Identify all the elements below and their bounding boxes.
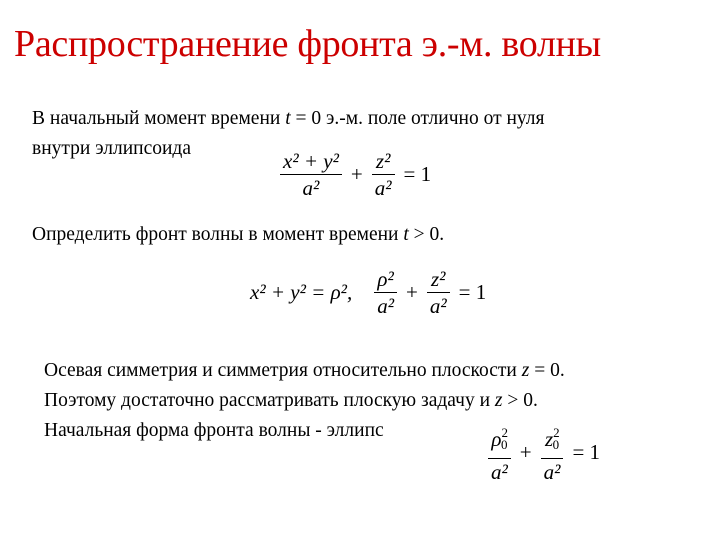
fraction-rho0-over-a2: $\frac{\rho^2_0}{\text{a²}}$ bbox=[488, 420, 511, 485]
task-paragraph: Определить фронт волны в момент времени t > 0. bbox=[32, 224, 445, 245]
intro-line-2: внутри эллипсоида bbox=[32, 138, 191, 159]
fraction-z-over-a2: $\frac{\text{z²}}{\text{a²}}$ bbox=[372, 148, 395, 201]
symmetry-line-2: Поэтому достаточно рассматривать плоскую задачу и z > 0. bbox=[44, 390, 538, 411]
fraction-z-over-a2-2: $\frac{\text{z²}}{\text{a²}}$ bbox=[427, 266, 450, 319]
fraction-rho-over-a2: $\frac{\text{ρ²}}{\text{a²}}$ bbox=[374, 266, 397, 319]
initial-ellipse-equation: $\frac{\rho^2_0}{\text{a²}}$ + $\frac{z^2_0}{\text{a²}}$ = 1 bbox=[484, 420, 605, 485]
ellipsoid-equation: $\frac{\text{x² + y²}}{\text{a²}}$ + $\frac{\text{z²}}{\text{a²}}$ = 1 bbox=[276, 148, 436, 201]
rho-equation: x² + y² = ρ², $\frac{\text{ρ²}}{\text{a²}}$ + $\frac{\text{z²}}{\text{a²}}$ = 1 bbox=[250, 267, 487, 318]
intro-line-1: В начальный момент времени t = 0 э.-м. поле отлично от нуля bbox=[32, 108, 545, 129]
symmetry-line-1: Осевая симметрия и симметрия относительно плоскости z = 0. bbox=[44, 360, 565, 381]
symmetry-line-3: Начальная форма фронта волны - эллипс bbox=[44, 420, 384, 441]
slide-title: Распространение фронта э.-м. волны bbox=[14, 23, 601, 65]
fraction-xy-over-a2: $\frac{\text{x² + y²}}{\text{a²}}$ bbox=[280, 148, 342, 201]
fraction-z0-over-a2: $\frac{z^2_0}{\text{a²}}$ bbox=[541, 420, 564, 485]
